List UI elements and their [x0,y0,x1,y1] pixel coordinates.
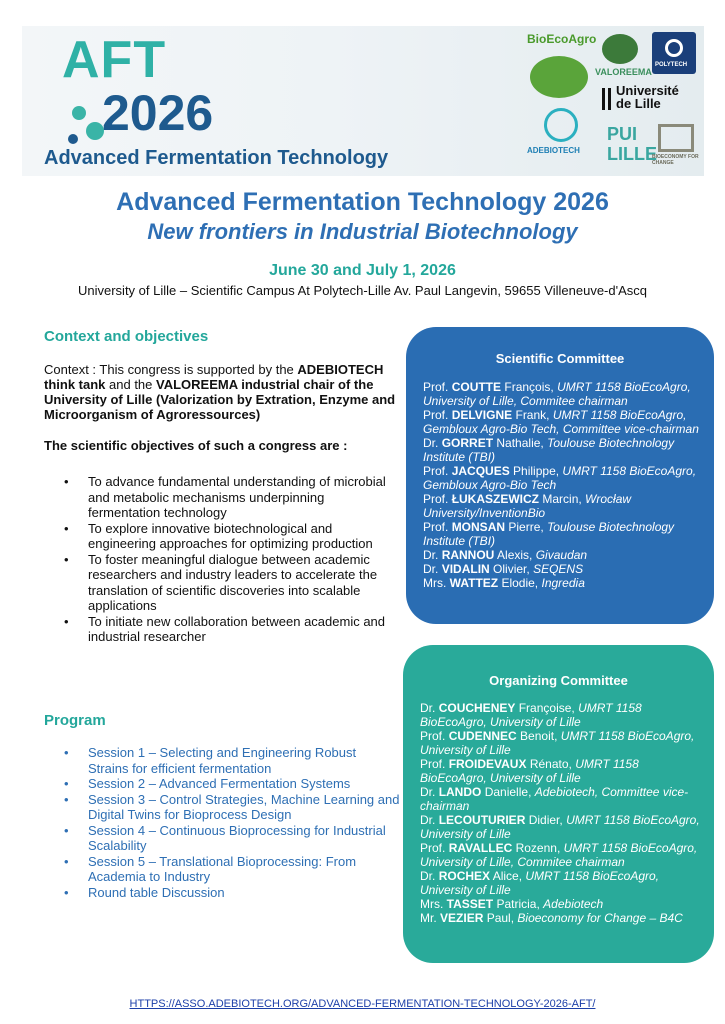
list-item: • Session 1 – Selecting and Engineering Robust Strains for efficient fermentation [64,745,357,776]
context-paragraph: Context : This congress is supported by the ADEBIOTECH think tank and the VALOREEMA industrial chair of the University of Lille (Valorization by Extration, Enzyme and Microorganism of Agroressources) [44,362,396,422]
member-first: Rozenn, [515,841,561,855]
header-banner: AFT 2026 Advanced Fermentation Technology BioEcoAgro VALOREEMA POLYTECH Université de Lille ADEBIOTECH PUI LILLE BIOECONOMY FOR CHANGE [22,26,704,176]
member-affil: UMRT 1158 BioEcoAgro, University of Lille [420,757,639,785]
member-title: Prof. [420,841,446,855]
member-first: Alexis, [497,548,533,562]
member-affil: UMRT 1158 BioEcoAgro, University of Lille, Commitee chairman [423,380,691,408]
member-affil: UMRT 1158 BioEcoAgro, Gembloux Agro-Bio Tech [423,464,697,492]
organizing-committee-members [420,701,702,925]
member-title: Mrs. [420,897,444,911]
member-title: Prof. [423,520,449,534]
page-title: Advanced Fermentation Technology 2026 [116,188,609,216]
committee-member [420,757,702,785]
committee-member [423,380,702,408]
member-surname: RANNOU [441,548,495,562]
member-surname: LECOUTURIER [438,813,526,827]
member-first: François, [504,380,554,394]
member-title: Prof. [420,757,446,771]
member-surname: CUDENNEC [448,729,517,743]
member-title: Dr. [423,548,439,562]
member-surname: DELVIGNE [451,408,513,422]
member-title: Prof. [423,464,449,478]
member-first: Pierre, [508,520,544,534]
member-affil: Adebiotech, Committee vice-chairman [420,785,689,813]
member-first: Frank, [515,408,550,422]
member-surname: TASSET [446,897,494,911]
member-first: Paul, [486,911,515,925]
member-affil: Givaudan [535,548,588,562]
committee-member [423,576,702,590]
member-affil: SEQENS [533,562,584,576]
list-item: • To advance fundamental understanding of microbial and metabolic mechanisms underpinning fermentation technology [64,474,386,520]
member-first: Danielle, [484,785,532,799]
member-title: Prof. [423,492,449,506]
page-subtitle: New frontiers in Industrial Biotechnology [147,219,578,244]
objectives-list [44,474,400,645]
member-surname: ŁUKASZEWICZ [451,492,540,506]
member-first: Patricia, [496,897,540,911]
member-affil: UMRT 1158 BioEcoAgro, University of Lille [420,729,695,757]
list-item: • Session 5 – Translational Bioprocessing: From Academia to Industry [64,853,357,884]
aft-logo-tagline: Advanced Fermentation Technology [44,147,389,169]
member-first: Olivier, [493,562,530,576]
member-affil: UMRT 1158 BioEcoAgro, University of Lille [420,869,660,897]
member-first: Françoise, [518,701,575,715]
committee-member [420,841,702,869]
organizing-committee-title: Organizing Committee [489,673,628,688]
list-item: • Session 2 – Advanced Fermentation Systems [64,776,351,791]
committee-member [420,813,702,841]
member-first: Didier, [528,813,563,827]
event-url-link[interactable]: HTTPS://ASSO.ADEBIOTECH.ORG/ADVANCED-FERMENTATION-TECHNOLOGY-2026-AFT/ [129,998,596,1010]
member-surname: FROIDEVAUX [448,757,527,771]
member-affil: Toulouse Biotechnology Institute (TBI) [423,436,675,464]
member-first: Elodie, [501,576,539,590]
member-title: Dr. [420,785,436,799]
context-heading: Context and objectives [44,328,209,345]
member-title: Prof. [423,408,449,422]
polytech-logo: POLYTECH [652,32,696,74]
member-first: Nathalie, [496,436,544,450]
member-surname: COUTTE [451,380,502,394]
event-dates: June 30 and July 1, 2026 [269,262,456,279]
objectives-heading: The scientific objectives of such a congress are : [44,438,348,453]
member-title: Dr. [420,701,436,715]
member-affil: Toulouse Biotechnology Institute (TBI) [423,520,675,548]
member-affil: Ingredia [541,576,585,590]
member-title: Dr. [423,436,439,450]
committee-member [420,701,702,729]
member-affil: Bioeconomy for Change – B4C [517,911,683,925]
scientific-committee-title: Scientific Committee [495,351,625,366]
member-surname: ROCHEX [438,869,491,883]
scientific-committee-members [423,380,702,590]
committee-member [420,869,702,897]
member-first: Rénato, [529,757,572,771]
committee-member [420,785,702,813]
committee-member [423,562,702,576]
committee-member [423,520,702,548]
list-item: • Session 4 – Continuous Bioprocessing for Industrial Scalability [64,822,386,853]
member-affil: UMRT 1158 BioEcoAgro, University of Lille, Commitee chairman [420,841,698,869]
member-first: Marcin, [542,492,582,506]
committee-member [420,729,702,757]
member-title: Dr. [420,869,436,883]
member-surname: LANDO [438,785,482,799]
member-surname: GORRET [441,436,494,450]
member-first: Alice, [492,869,523,883]
program-heading: Program [44,712,106,729]
member-affil: Adebiotech [543,897,604,911]
list-item: • To explore innovative biotechnological and engineering approaches for optimizing production [64,520,373,551]
member-surname: MONSAN [451,520,506,534]
event-venue: University of Lille – Scientific Campus At Polytech-Lille Av. Paul Langevin, 59655 Villeneuve-d'Ascq [77,283,648,298]
list-item: • Session 3 – Control Strategies, Machine Learning and Digital Twins for Bioprocess Design [64,791,400,822]
member-title: Prof. [423,380,449,394]
member-surname: VIDALIN [441,562,490,576]
member-surname: JACQUES [451,464,510,478]
program-list [44,745,400,900]
member-surname: VEZIER [440,911,484,925]
list-item: • Round table Discussion [64,884,225,900]
list-item: • To initiate new collaboration between academic and industrial researcher [64,613,386,644]
member-title: Prof. [420,729,446,743]
committee-member [423,464,702,492]
committee-member [423,492,702,520]
committee-member [423,408,702,436]
member-surname: WATTEZ [449,576,499,590]
aft-logo-year: 2026 [102,85,214,141]
member-affil: UMRT 1158 BioEcoAgro, University of Lille [420,701,642,729]
member-first: Benoit, [520,729,558,743]
member-surname: COUCHENEY [438,701,516,715]
member-title: Dr. [423,562,439,576]
aft-logo-acronym: AFT [62,31,167,89]
member-surname: RAVALLEC [448,841,513,855]
committee-member [420,911,702,925]
committee-member [420,897,702,911]
scientific-committee-box [406,327,714,624]
member-title: Mr. [420,911,437,925]
organizing-committee-box [403,645,714,963]
member-title: Mrs. [423,576,447,590]
member-affil: UMRT 1158 BioEcoAgro, Gembloux Agro-Bio Tech, Committee vice-chairman [423,408,699,436]
member-first: Philippe, [513,464,560,478]
committee-member [423,436,702,464]
member-affil: Wrocław University/InventionBio [423,492,632,520]
list-item: • To foster meaningful dialogue between academic researchers and industry leaders to accelerate the translation of scientific discoveries into scalable applications [64,551,378,613]
member-title: Dr. [420,813,436,827]
member-affil: UMRT 1158 BioEcoAgro, University of Lille [420,813,700,841]
committee-member [423,548,702,562]
